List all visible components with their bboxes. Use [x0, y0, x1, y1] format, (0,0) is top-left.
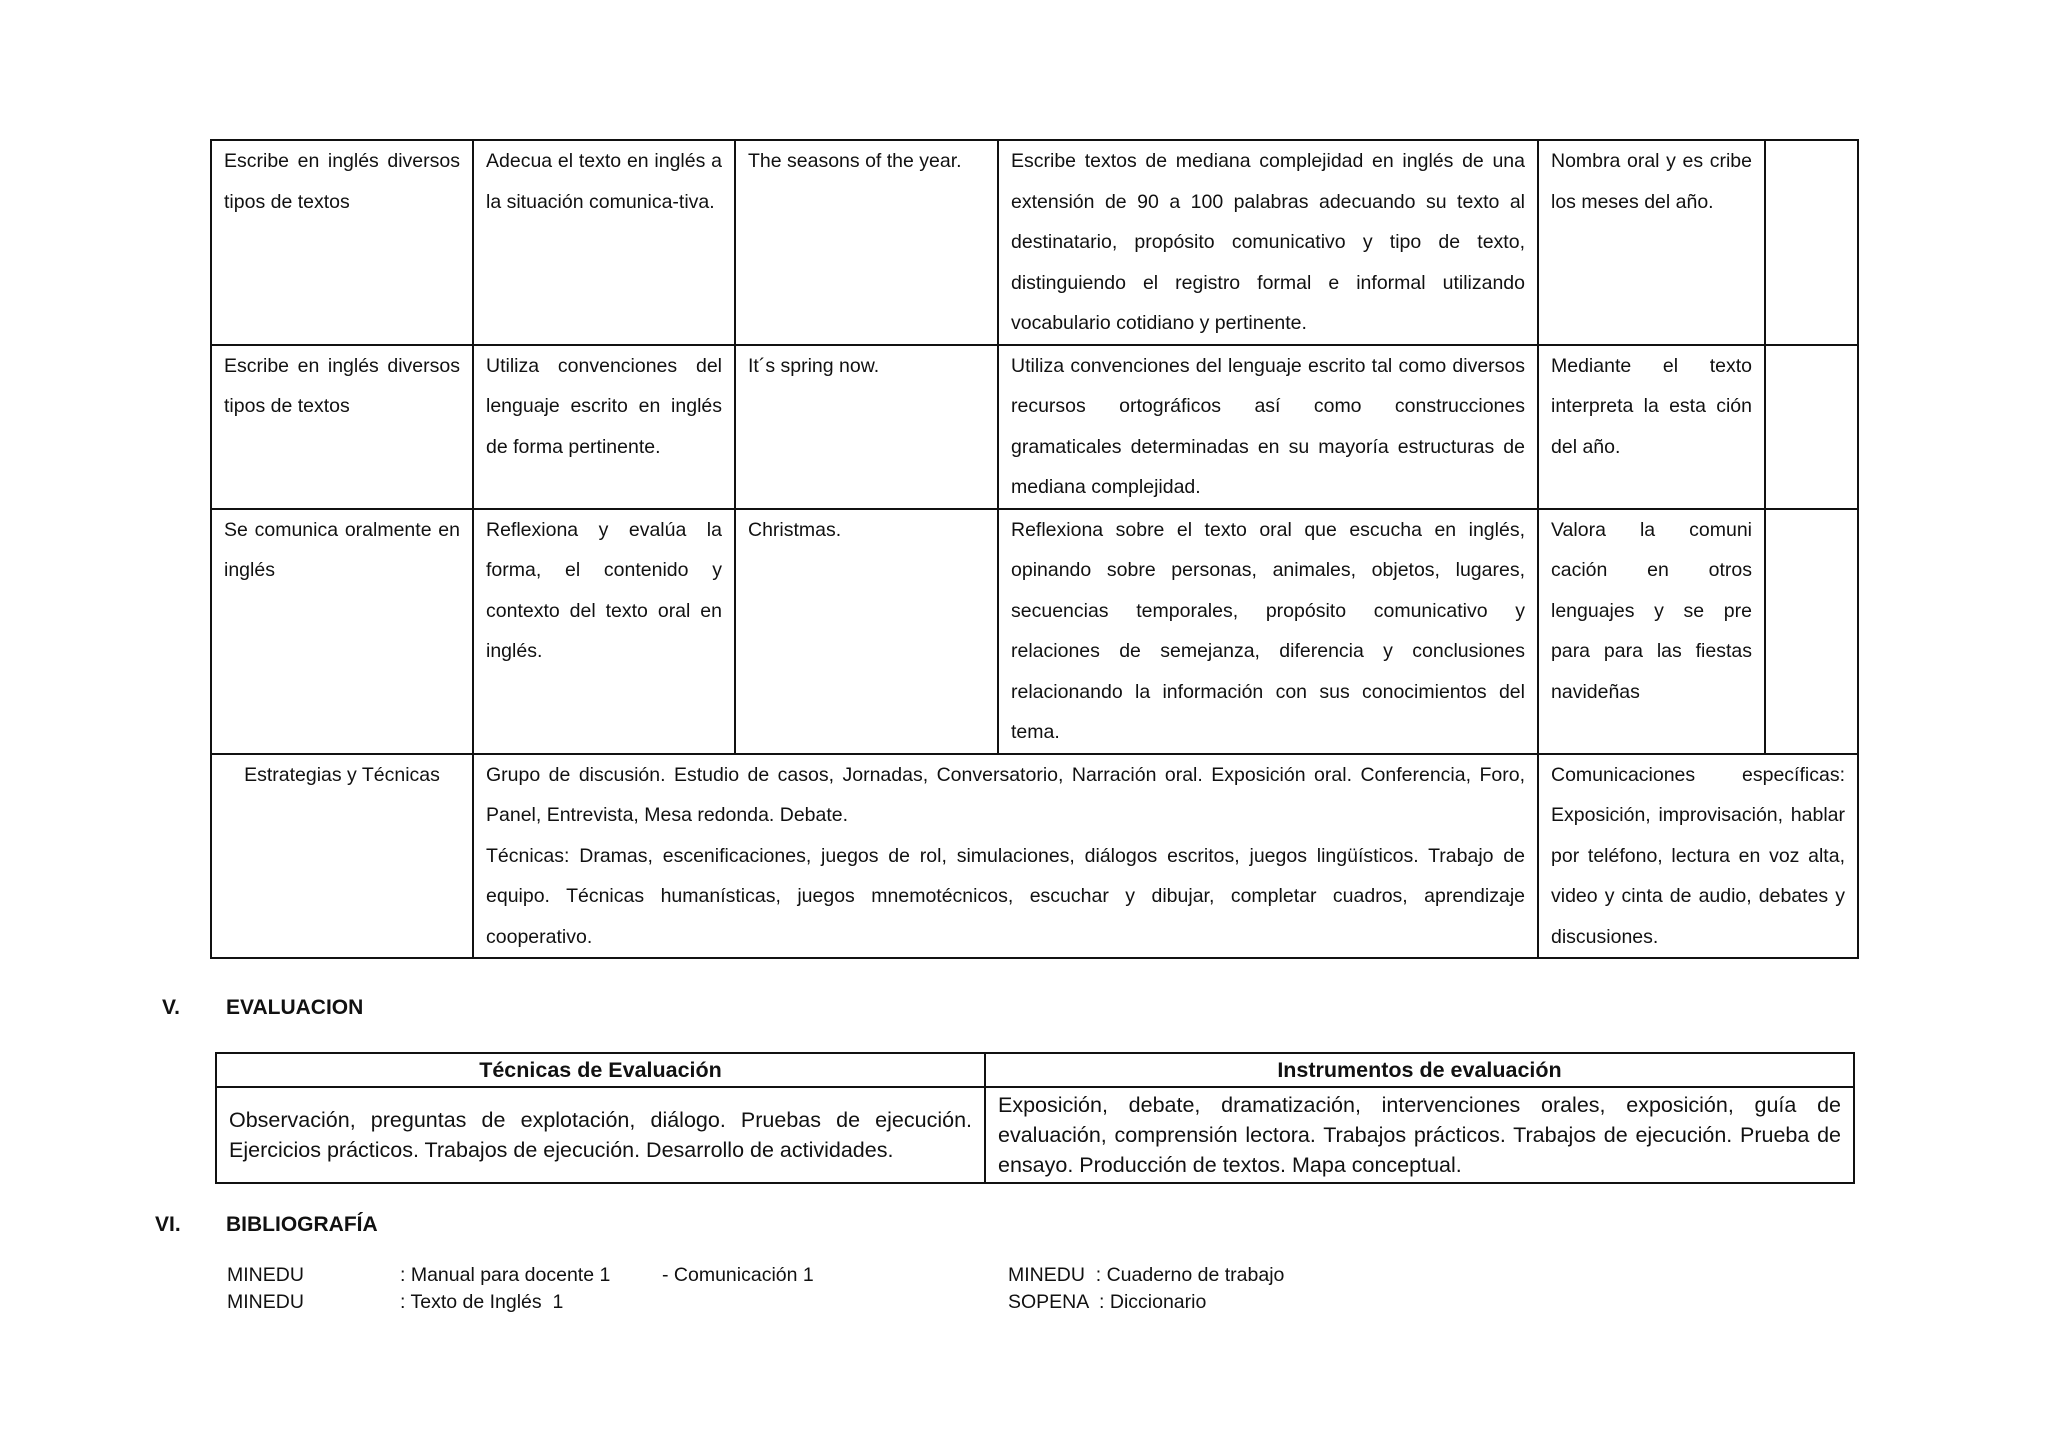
evidencia-cell: Nombra oral y es cribe los meses del año.: [1538, 140, 1765, 345]
tema-cell: The seasons of the year.: [735, 140, 998, 345]
bibliography-entry: SOPENA : Diccionario: [1008, 1291, 1207, 1313]
bibliography-entry: MINEDU : Cuaderno de trabajo: [1008, 1264, 1285, 1286]
bibliography-author: MINEDU: [227, 1291, 304, 1313]
strategies-label: Estrategias y Técnicas: [211, 754, 473, 959]
competencia-cell: Escribe en inglés diversos tipos de textos: [211, 140, 473, 345]
capacidad-cell: Utiliza convenciones del lenguaje escrito en inglés de forma pertinente.: [473, 345, 735, 509]
evidencia-cell: Mediante el texto interpreta la esta ción del año.: [1538, 345, 1765, 509]
desempeno-cell: Reflexiona sobre el texto oral que escucha en inglés, opinando sobre personas, animales, objetos, lugares, secuencias temporales, propósito comunicativo y relaciones de semejanza, diferencia y conclusiones relacionando la información con sus conocimientos del tema.: [998, 509, 1538, 754]
empty-cell: [1765, 345, 1858, 509]
competencia-cell: Escribe en inglés diversos tipos de textos: [211, 345, 473, 509]
table-row: [211, 509, 1858, 754]
bibliography-title: : Texto de Inglés 1: [400, 1291, 564, 1313]
evaluation-table: [215, 1052, 1855, 1184]
communications-cell: Comunicaciones específicas: Exposición, improvisación, hablar por teléfono, lectura en voz alta, video y cinta de audio, debates y discusiones.: [1538, 754, 1858, 959]
column-header: Instrumentos de evaluación: [985, 1053, 1854, 1087]
desempeno-cell: Utiliza convenciones del lenguaje escrito tal como diversos recursos ortográficos así como construcciones gramaticales determinadas en su mayoría estructuras de mediana complejidad.: [998, 345, 1538, 509]
tema-cell: Christmas.: [735, 509, 998, 754]
strategies-line-2: Técnicas: Dramas, escenificaciones, juegos de rol, simulaciones, diálogos escritos, juegos lingüísticos. Trabajo de equipo. Técnicas humanísticas, juegos mnemotécnicos, escuchar y dibujar, completar cuadros, aprendizaje cooperativo.: [486, 844, 1525, 948]
strategies-line-1: Grupo de discusión. Estudio de casos, Jornadas, Conversatorio, Narración oral. Exposición oral. Conferencia, Foro, Panel, Entrevista, Mesa redonda. Debate.: [486, 763, 1525, 826]
section-number: VI.: [155, 1213, 181, 1236]
column-header: Técnicas de Evaluación: [216, 1053, 985, 1087]
bibliography-title: : Manual para docente 1: [400, 1264, 611, 1286]
evidencia-cell: Valora la comuni cación en otros lenguajes y se pre para para las fiestas navideñas: [1538, 509, 1765, 754]
section-title: BIBLIOGRAFÍA: [226, 1213, 378, 1236]
section-title: EVALUACION: [226, 996, 364, 1019]
table-row: [211, 345, 1858, 509]
strategies-row: [211, 754, 1858, 959]
competency-table: [210, 139, 1859, 959]
desempeno-cell: Escribe textos de mediana complejidad en inglés de una extensión de 90 a 100 palabras adecuando su texto al destinatario, propósito comunicativo y tipo de texto, distinguiendo el registro formal e informal utilizando vocabulario cotidiano y pertinente.: [998, 140, 1538, 345]
table-row: [211, 140, 1858, 345]
table-header-row: [216, 1053, 1854, 1087]
capacidad-cell: Reflexiona y evalúa la forma, el contenido y contexto del texto oral en inglés.: [473, 509, 735, 754]
bibliography-extra: - Comunicación 1: [662, 1264, 814, 1286]
empty-cell: [1765, 140, 1858, 345]
bibliography-author: MINEDU: [227, 1264, 304, 1286]
tema-cell: It´s spring now.: [735, 345, 998, 509]
techniques-cell: Observación, preguntas de explotación, diálogo. Pruebas de ejecución. Ejercicios prácticos. Trabajos de ejecución. Desarrollo de actividades.: [216, 1087, 985, 1183]
competencia-cell: Se comunica oralmente en inglés: [211, 509, 473, 754]
table-row: [216, 1087, 1854, 1183]
instruments-cell: Exposición, debate, dramatización, intervenciones orales, exposición, guía de evaluación, comprensión lectora. Trabajos prácticos. Trabajos de ejecución. Prueba de ensayo. Producción de textos. Mapa conceptual.: [985, 1087, 1854, 1183]
section-number: V.: [162, 996, 180, 1019]
strategies-content: [473, 754, 1538, 959]
capacidad-cell: Adecua el texto en inglés a la situación comunica-tiva.: [473, 140, 735, 345]
empty-cell: [1765, 509, 1858, 754]
